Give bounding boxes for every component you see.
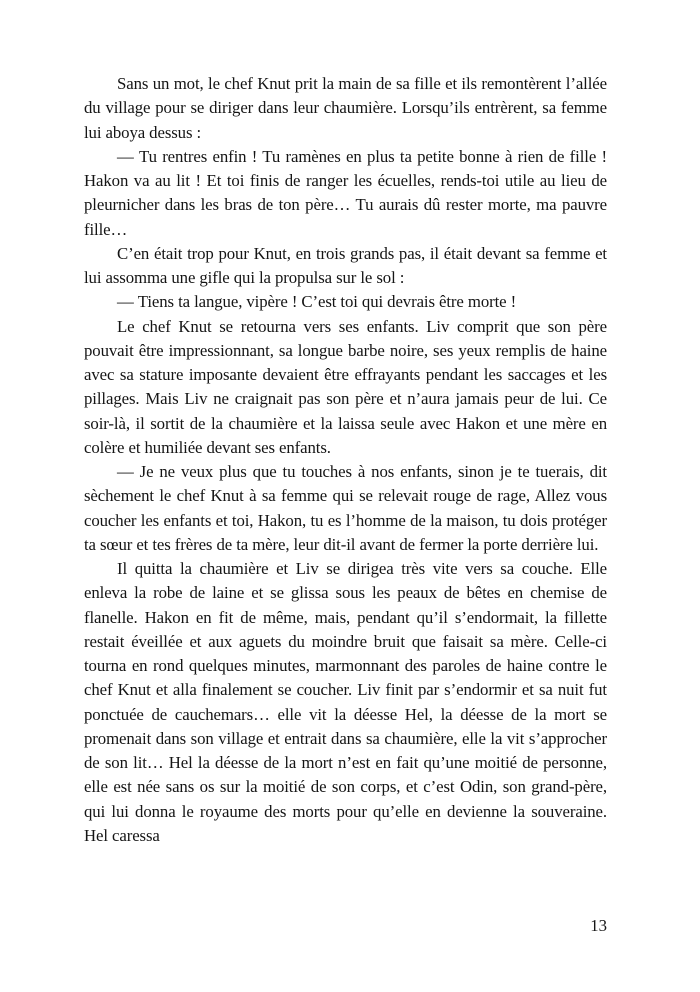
page-number: 13 bbox=[590, 916, 607, 935]
body-text bbox=[84, 72, 607, 848]
paragraph-narration-4: Il quitta la chaumière et Liv se dirigea très vite vers sa couche. Elle enleva la robe de laine et se glissa sous les peaux de bêtes en chemise de flanelle. Hakon en fit de même, mais, pendant qu’il s’endormait, la fillette restait éveillée et aux aguets du moindre bruit que faisait sa mère. Celle-ci tourna en rond quelques minutes, marmonnant des paroles de haine contre le chef Knut et alla finalement se coucher. Liv finit par s’endormir et sa nuit fut ponctuée de cauchemars… elle vit la déesse Hel, la déesse de la mort se promenait dans son village et entrait dans sa chaumière, elle la vit s’approcher de son lit… Hel la déesse de la mort n’est en fait qu’une moitié de personne, elle est née sans os sur la moitié de son corps, et c’est Odin, son grand-père, qui lui donna le royaume des morts pour qu’elle en devienne la souveraine. Hel caressa bbox=[84, 559, 607, 845]
paragraph-dialogue-3: — Je ne veux plus que tu touches à nos enfants, sinon je te tuerais, dit sèchement le chef Knut à sa femme qui se relevait rouge de rage, Allez vous coucher les enfants et toi, Hakon, tu es l’homme de la maison, tu dois protéger ta sœur et tes frères de ta mère, leur dit-il avant de fermer la porte derrière lui. bbox=[84, 462, 607, 554]
paragraph-dialogue-1: — Tu rentres enfin ! Tu ramènes en plus ta petite bonne à rien de fille ! Hakon va au lit ! Et toi finis de ranger les écuelles, rends-toi utile au lieu de pleurnicher dans les bras de ton père… Tu aurais dû rester morte, ma pauvre fille… bbox=[84, 146, 607, 239]
paragraph-narration-3: Le chef Knut se retourna vers ses enfants. Liv comprit que son père pouvait être impressionnant, sa longue barbe noire, ses yeux remplis de haine avec sa stature imposante devaient être effrayants pendant les saccages et les pillages. Mais Liv ne craignait pas son père et n’aura jamais peur de lui. Ce soir-là, il sortit de la chaumière et la laissa seule avec Hakon et une mère en colère et humiliée devant ses enfants. bbox=[84, 316, 607, 457]
paragraph-narration-1: Sans un mot, le chef Knut prit la main de sa fille et ils remontèrent l’allée du village pour se diriger dans leur chaumière. Lorsqu’ils entrèrent, sa femme lui aboya dessus : bbox=[84, 74, 607, 142]
paragraph-dialogue-2: — Tiens ta langue, vipère ! C’est toi qui devrais être morte ! bbox=[117, 292, 517, 312]
paragraph-narration-2: C’en était trop pour Knut, en trois grands pas, il était devant sa femme et lui assomma une gifle qui la propulsa sur le sol : bbox=[84, 243, 607, 287]
